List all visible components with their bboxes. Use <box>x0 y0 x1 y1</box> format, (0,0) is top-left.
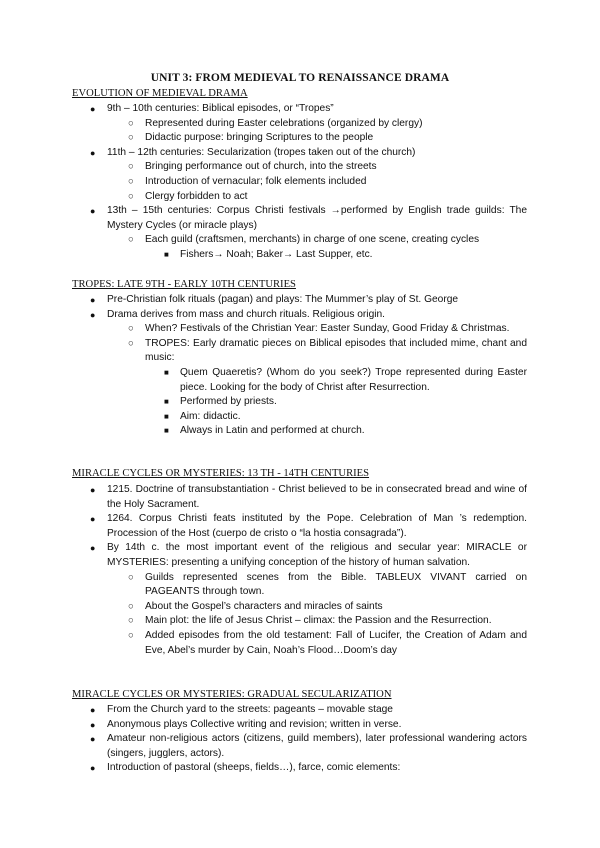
list-item: ○ Guilds represented scenes from the Bible. TABLEUX VIVANT carried on PAGEANTS through town. <box>128 571 527 598</box>
section-heading-miracle-cycles: MIRACLE CYCLES OR MYSTERIES: 13 TH - 14TH CENTURIES <box>72 468 370 479</box>
list-item: ○ Introduction of vernacular; folk elements included <box>145 175 527 190</box>
hollow-bullet-icon: ○ <box>128 175 134 187</box>
section-evolution-list <box>0 102 600 263</box>
hollow-bullet-icon: ○ <box>128 600 134 612</box>
list-item: ● By 14th c. the most important event of the religious and secular year: MIRACLE or MYSTERIES: presenting a unifying conception of the history of human salvation. <box>90 542 527 568</box>
hollow-bullet-icon: ○ <box>128 615 134 627</box>
list-item: ● From the Church yard to the streets: pageants – movable stage <box>107 703 527 718</box>
list-item: ● Amateur non-religious actors (citizens, guild members), later professional wandering actors (singers, jugglers, actors). <box>90 733 527 759</box>
list-item: ○ When? Festivals of the Christian Year: Easter Sunday, Good Friday & Christmas. <box>145 322 527 337</box>
list-item: ○ TROPES: Early dramatic pieces on Biblical episodes that included mime, chant and music: <box>128 337 527 364</box>
list-item: ● 1215. Doctrine of transubstantiation - Christ believed to be in consecrated bread and wine of the Holy Sacrament. <box>90 484 527 510</box>
bullet-icon: ● <box>90 719 96 730</box>
square-bullet-icon: ■ <box>164 249 169 259</box>
bullet-icon: ● <box>90 763 96 774</box>
bullet-icon: ● <box>90 206 96 217</box>
list-item: ■ Quem Quaeretis? (Whom do you seek?) Trope represented during Easter piece. Looking for the body of Christ after Resurrection. <box>164 366 527 393</box>
hollow-bullet-icon: ○ <box>128 337 134 349</box>
square-bullet-icon: ■ <box>164 411 169 421</box>
bullet-icon: ● <box>90 309 96 320</box>
section-tropes-list <box>0 293 600 439</box>
list-item: ○ Clergy forbidden to act <box>145 190 527 205</box>
list-item: ● Pre-Christian folk rituals (pagan) and plays: The Mummer’s play of St. George <box>107 293 527 308</box>
hollow-bullet-icon: ○ <box>128 117 134 129</box>
hollow-bullet-icon: ○ <box>128 161 134 173</box>
bullet-icon: ● <box>90 485 96 495</box>
section-heading-tropes: TROPES: LATE 9TH - EARLY 10TH CENTURIES <box>72 279 296 290</box>
list-item: ○ About the Gospel’s characters and miracles of saints <box>145 600 527 615</box>
bullet-icon: ● <box>90 734 96 745</box>
square-bullet-icon: ■ <box>164 397 169 407</box>
list-item: ○ Each guild (craftsmen, merchants) in charge of one scene, creating cycles <box>145 233 527 248</box>
list-item: ● 9th – 10th centuries: Biblical episodes, or “Tropes” <box>107 102 527 117</box>
list-item: ● Drama derives from mass and church rituals. Religious origin. <box>107 308 527 323</box>
section-heading-evolution: EVOLUTION OF MEDIEVAL DRAMA <box>72 88 248 99</box>
hollow-bullet-icon: ○ <box>128 132 134 144</box>
list-item: ● 1264. Corpus Christi feats instituted by the Pope. Celebration of Man ’s redemption. Procession of the Host (cuerpo de cristo o “la hostia consagrada”). <box>90 513 527 539</box>
section-heading-secularization: MIRACLE CYCLES OR MYSTERIES: GRADUAL SECULARIZATION <box>72 689 392 700</box>
list-item: ■ Fishers→ Noah; Baker→ Last Supper, etc. <box>180 248 527 263</box>
list-item: ■ Aim: didactic. <box>180 410 527 425</box>
square-bullet-icon: ■ <box>164 426 169 436</box>
bullet-icon: ● <box>90 543 96 554</box>
hollow-bullet-icon: ○ <box>128 629 134 641</box>
hollow-bullet-icon: ○ <box>128 571 134 583</box>
list-item: ● Introduction of pastoral (sheeps, fields…), farce, comic elements: <box>107 761 527 776</box>
list-item: ○ Didactic purpose: bringing Scriptures to the people <box>145 131 527 146</box>
list-item: ○ Main plot: the life of Jesus Christ – climax: the Passion and the Resurrection. <box>145 614 527 629</box>
bullet-icon: ● <box>90 295 96 305</box>
hollow-bullet-icon: ○ <box>128 234 134 246</box>
list-item: ○ Represented during Easter celebrations (organized by clergy) <box>145 117 527 132</box>
list-item: ● 13th – 15th centuries: Corpus Christi festivals →performed by English trade guilds: The Mystery Cycles (or miracle plays) <box>90 205 527 231</box>
list-item: ● 11th – 12th centuries: Secularization (tropes taken out of the church) <box>107 146 527 161</box>
section-secularization-list <box>0 703 600 776</box>
section-miracle-cycles-list <box>0 483 600 658</box>
list-item: ○ Added episodes from the old testament: Fall of Lucifer, the Creation of Adam and Eve, Abel’s murder by Cain, Noah’s Flood…Doom’s day <box>128 629 527 656</box>
bullet-icon: ● <box>90 705 96 715</box>
list-item: ○ Bringing performance out of church, into the streets <box>145 160 527 175</box>
list-item: ● Anonymous plays Collective writing and revision; written in verse. <box>107 718 527 733</box>
bullet-icon: ● <box>90 147 96 158</box>
hollow-bullet-icon: ○ <box>128 190 134 202</box>
list-item: ■ Performed by priests. <box>180 395 527 410</box>
square-bullet-icon: ■ <box>164 367 169 377</box>
bullet-icon: ● <box>90 104 96 114</box>
bullet-icon: ● <box>90 514 96 525</box>
hollow-bullet-icon: ○ <box>128 323 134 335</box>
list-item: ■ Always in Latin and performed at church. <box>180 424 527 439</box>
page-title: UNIT 3: FROM MEDIEVAL TO RENAISSANCE DRAMA <box>150 72 450 84</box>
